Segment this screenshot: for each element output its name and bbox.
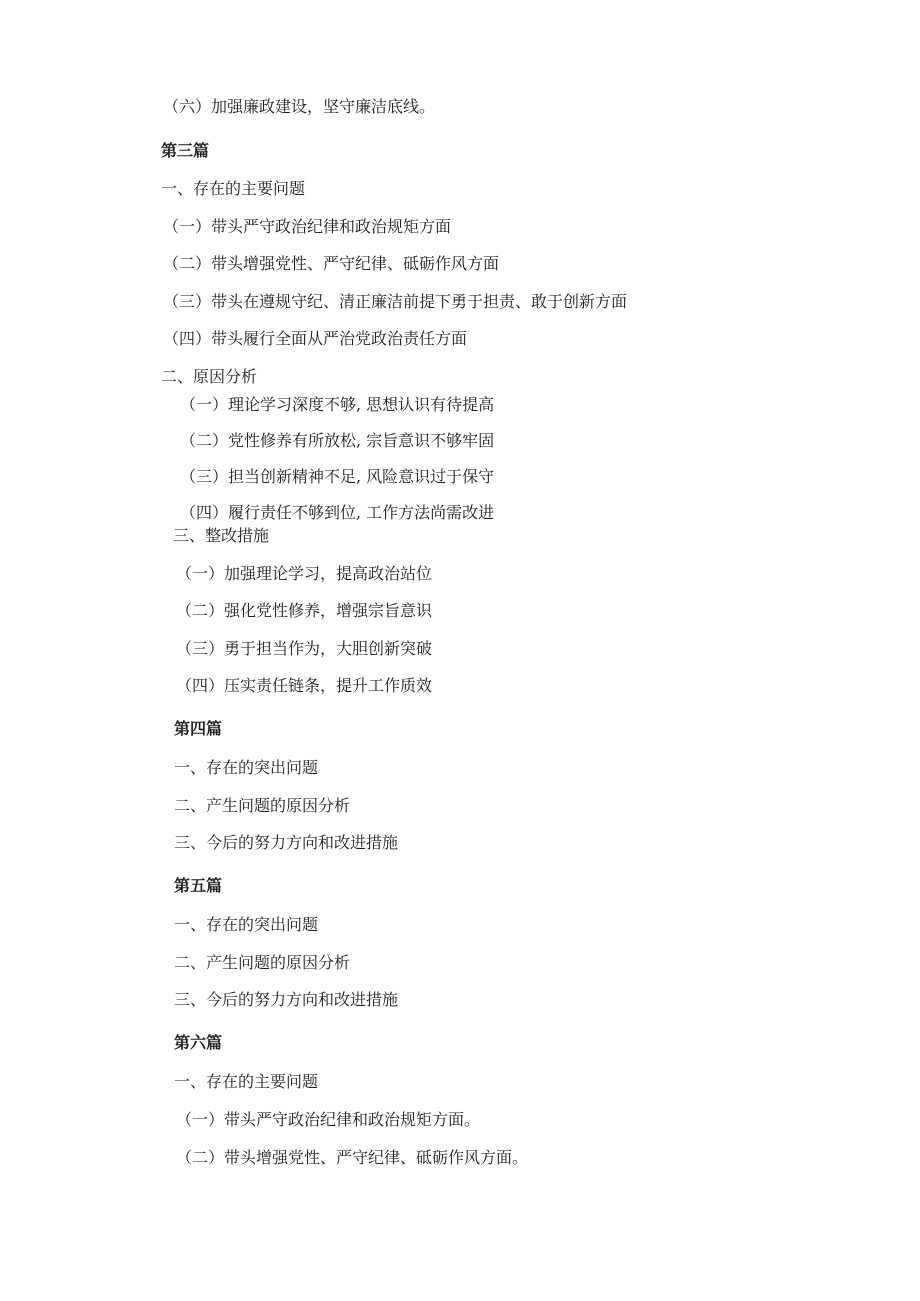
list-item: （一）带头严守政治纪律和政治规矩方面。 <box>176 1110 481 1129</box>
list-item: 一、存在的主要问题 <box>174 1072 319 1091</box>
list-item: 三、今后的努力方向和改进措施 <box>174 833 399 852</box>
list-item: （三）带头在遵规守纪、清正廉洁前提下勇于担责、敢于创新方面 <box>163 292 628 311</box>
list-item: （二）党性修养有所放松, 宗旨意识不够牢固 <box>180 431 495 450</box>
list-item: （一）理论学习深度不够, 思想认识有待提高 <box>180 395 495 414</box>
list-item: （六）加强廉政建设，坚守廉洁底线。 <box>163 97 436 116</box>
list-item: （三）担当创新精神不足, 风险意识过于保守 <box>180 467 495 486</box>
section-heading: 第五篇 <box>174 876 223 895</box>
section-heading: 第六篇 <box>174 1033 223 1052</box>
list-item: 二、产生问题的原因分析 <box>174 796 351 815</box>
list-item: （二）强化党性修养，增强宗旨意识 <box>176 601 433 620</box>
list-item: 一、存在的突出问题 <box>174 915 319 934</box>
list-item: （四）带头履行全面从严治党政治责任方面 <box>163 329 468 348</box>
section-heading: 第三篇 <box>161 141 210 160</box>
list-item: 一、存在的主要问题 <box>161 179 306 198</box>
list-item: （四）履行责任不够到位, 工作方法尚需改进 <box>180 503 495 522</box>
list-item: 三、整改措施 <box>173 526 270 545</box>
list-item: （三）勇于担当作为，大胆创新突破 <box>176 639 433 658</box>
list-item: （一）加强理论学习，提高政治站位 <box>176 564 433 583</box>
list-item: 三、今后的努力方向和改进措施 <box>174 990 399 1009</box>
list-item: （四）压实责任链条，提升工作质效 <box>176 676 433 695</box>
list-item: （二）带头增强党性、严守纪律、砥砺作风方面 <box>163 254 500 273</box>
list-item: 一、存在的突出问题 <box>174 758 319 777</box>
list-item: 二、原因分析 <box>161 367 258 386</box>
list-item: （一）带头严守政治纪律和政治规矩方面 <box>163 217 452 236</box>
list-item: 二、产生问题的原因分析 <box>174 953 351 972</box>
list-item: （二）带头增强党性、严守纪律、砥砺作风方面。 <box>176 1148 529 1167</box>
section-heading: 第四篇 <box>174 719 223 738</box>
